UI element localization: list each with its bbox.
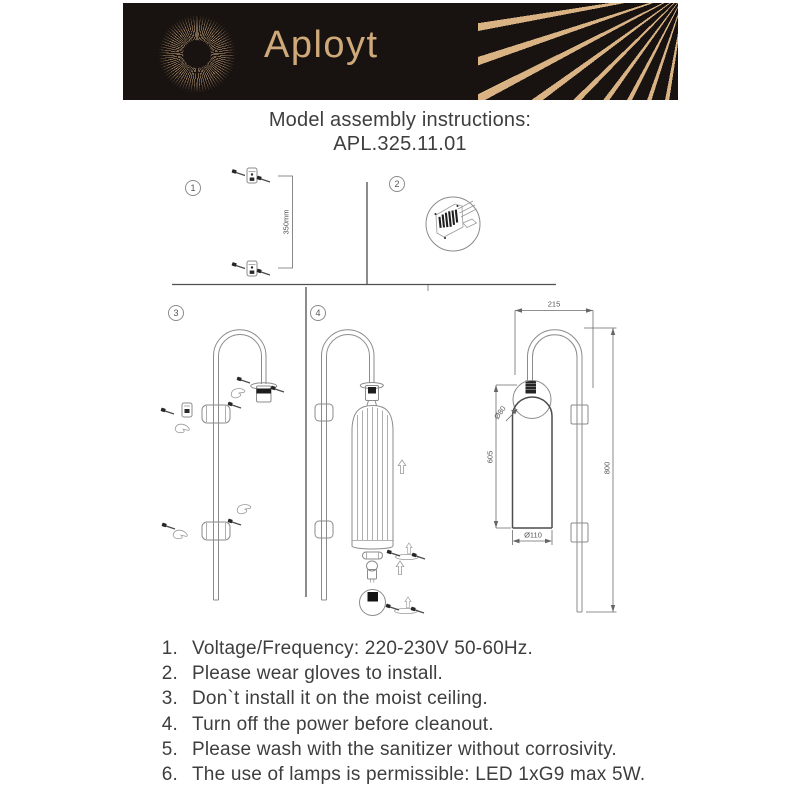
panel-1-drawing — [232, 168, 293, 276]
instruction-item — [152, 636, 645, 661]
instruction-item — [152, 762, 645, 787]
instruction-text: Voltage/Frequency: 220-230V 50-60Hz. — [192, 638, 533, 659]
panel-3-drawing — [161, 330, 284, 600]
panel-label-3: 3 — [173, 308, 179, 318]
panel-number-4 — [311, 306, 326, 321]
title-line1: Model assembly instructions: — [268, 109, 532, 131]
instruction-number: 5. — [161, 738, 178, 760]
panel-2-drawing — [426, 197, 480, 251]
dimension-drawing — [486, 300, 617, 613]
panel-number-3 — [169, 306, 184, 321]
panel-number-1 — [186, 181, 201, 196]
instruction-item — [152, 686, 645, 711]
instruction-number: 2. — [161, 663, 178, 685]
instruction-text: Turn off the power before cleanout. — [192, 713, 494, 735]
title-line2: APL.325.11.01 — [333, 133, 467, 155]
instruction-item — [152, 661, 645, 686]
instruction-item — [152, 712, 645, 737]
dim-605-label: 605 — [485, 450, 495, 464]
instruction-item — [152, 737, 645, 762]
dim-215-label: 215 — [547, 299, 561, 309]
dim-d110-label: Ø110 — [524, 530, 542, 540]
dim-350mm-label: 350mm — [281, 209, 291, 235]
dim-800-label: 800 — [602, 461, 612, 475]
instruction-text: The use of lamps is permissible: LED 1xG9 max 5W. — [192, 764, 646, 786]
panel-label-2: 2 — [394, 179, 400, 189]
instruction-list — [152, 636, 645, 787]
instruction-text: Don`t install it on the moist ceiling. — [192, 688, 488, 710]
instruction-text: Please wash with the sanitizer without corrosivity. — [192, 738, 617, 760]
panel-number-2 — [390, 177, 405, 192]
instruction-number: 3. — [161, 688, 178, 710]
instruction-number: 6. — [161, 764, 178, 786]
panel-label-4: 4 — [315, 308, 321, 318]
instruction-text: Please wear gloves to install. — [192, 663, 444, 685]
instruction-number: 4. — [161, 713, 178, 735]
panel-label-1: 1 — [190, 183, 196, 193]
brand-name: Aployt — [264, 24, 379, 66]
panel-4-drawing — [315, 330, 425, 616]
instruction-number: 1. — [161, 638, 178, 659]
dim-d80-label: Ø80 — [492, 404, 508, 421]
